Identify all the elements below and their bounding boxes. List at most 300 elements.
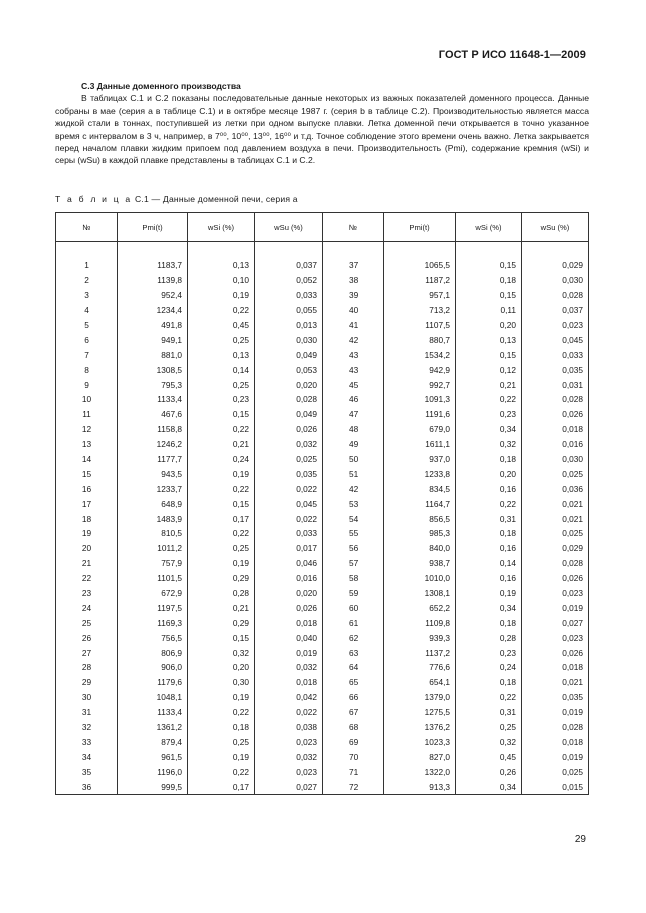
cell-pmi: 1164,7 — [384, 496, 456, 511]
cell-wsi: 0,15 — [188, 496, 255, 511]
cell-no: 38 — [323, 273, 384, 288]
cell-wsi: 0,23 — [456, 645, 522, 660]
cell-wsi: 0,13 — [188, 347, 255, 362]
table-row — [56, 422, 589, 437]
cell-pmi: 1101,5 — [118, 571, 188, 586]
cell-wsu: 0,023 — [522, 630, 589, 645]
cell-pmi: 939,3 — [384, 630, 456, 645]
cell-wsu: 0,053 — [255, 362, 323, 377]
cell-no: 5 — [56, 318, 118, 333]
cell-pmi: 1179,6 — [118, 675, 188, 690]
cell-pmi: 1308,5 — [118, 362, 188, 377]
cell-no: 8 — [56, 362, 118, 377]
cell-wsu: 0,019 — [255, 645, 323, 660]
table-row — [56, 511, 589, 526]
cell-pmi: 776,6 — [384, 660, 456, 675]
table-row — [56, 600, 589, 615]
cell-no: 54 — [323, 511, 384, 526]
cell-no: 65 — [323, 675, 384, 690]
cell-wsi: 0,20 — [188, 660, 255, 675]
cell-pmi: 1107,5 — [384, 318, 456, 333]
cell-pmi: 1177,7 — [118, 452, 188, 467]
cell-wsi: 0,18 — [456, 615, 522, 630]
cell-wsu: 0,025 — [522, 526, 589, 541]
cell-no: 70 — [323, 749, 384, 764]
cell-wsu: 0,026 — [255, 422, 323, 437]
cell-no: 25 — [56, 615, 118, 630]
table-row — [56, 318, 589, 333]
header-wsi-1: wSi (%) — [188, 213, 255, 242]
cell-wsi: 0,11 — [456, 303, 522, 318]
cell-wsi: 0,19 — [456, 586, 522, 601]
cell-wsu: 0,016 — [522, 437, 589, 452]
cell-wsu: 0,025 — [255, 452, 323, 467]
cell-pmi: 795,3 — [118, 377, 188, 392]
cell-pmi: 1048,1 — [118, 690, 188, 705]
cell-wsi: 0,15 — [456, 258, 522, 273]
cell-wsi: 0,34 — [456, 600, 522, 615]
cell-no: 68 — [323, 720, 384, 735]
cell-pmi: 713,2 — [384, 303, 456, 318]
cell-pmi: 937,0 — [384, 452, 456, 467]
cell-wsi: 0,16 — [456, 541, 522, 556]
cell-wsu: 0,015 — [522, 779, 589, 794]
cell-pmi: 1361,2 — [118, 720, 188, 735]
cell-wsu: 0,018 — [522, 660, 589, 675]
cell-pmi: 1011,2 — [118, 541, 188, 556]
cell-wsu: 0,025 — [522, 764, 589, 779]
cell-pmi: 1091,3 — [384, 392, 456, 407]
cell-wsi: 0,23 — [456, 407, 522, 422]
cell-wsi: 0,10 — [188, 273, 255, 288]
cell-wsu: 0,018 — [522, 735, 589, 750]
cell-wsu: 0,033 — [522, 347, 589, 362]
table-body — [56, 242, 589, 795]
cell-wsi: 0,25 — [188, 735, 255, 750]
cell-wsu: 0,042 — [255, 690, 323, 705]
cell-wsi: 0,22 — [456, 690, 522, 705]
cell-wsu: 0,019 — [522, 600, 589, 615]
cell-pmi: 1234,4 — [118, 303, 188, 318]
cell-no: 20 — [56, 541, 118, 556]
cell-no: 67 — [323, 705, 384, 720]
cell-wsu: 0,027 — [522, 615, 589, 630]
cell-wsu: 0,045 — [255, 496, 323, 511]
table-row — [56, 615, 589, 630]
table-row — [56, 392, 589, 407]
cell-pmi: 1133,4 — [118, 392, 188, 407]
cell-wsu: 0,046 — [255, 556, 323, 571]
cell-pmi: 491,8 — [118, 318, 188, 333]
cell-no: 49 — [323, 437, 384, 452]
cell-wsi: 0,22 — [188, 705, 255, 720]
cell-no: 17 — [56, 496, 118, 511]
cell-wsi: 0,24 — [188, 452, 255, 467]
cell-pmi: 1023,3 — [384, 735, 456, 750]
cell-pmi: 985,3 — [384, 526, 456, 541]
cell-wsi: 0,18 — [456, 273, 522, 288]
cell-no: 63 — [323, 645, 384, 660]
cell-no: 42 — [323, 332, 384, 347]
section-title: С.3 Данные доменного производства — [81, 81, 241, 91]
table-row — [56, 347, 589, 362]
cell-wsu: 0,038 — [255, 720, 323, 735]
cell-no: 58 — [323, 571, 384, 586]
cell-wsu: 0,032 — [255, 437, 323, 452]
cell-wsu: 0,036 — [522, 481, 589, 496]
cell-wsi: 0,13 — [188, 258, 255, 273]
cell-pmi: 880,7 — [384, 332, 456, 347]
table-row — [56, 645, 589, 660]
cell-no: 1 — [56, 258, 118, 273]
cell-pmi: 679,0 — [384, 422, 456, 437]
cell-wsi: 0,22 — [456, 392, 522, 407]
cell-wsi: 0,22 — [188, 526, 255, 541]
cell-pmi: 906,0 — [118, 660, 188, 675]
cell-pmi: 1611,1 — [384, 437, 456, 452]
cell-pmi: 1109,8 — [384, 615, 456, 630]
section-paragraph: В таблицах С.1 и С.2 показаны последовательные данные некоторых из важных показателей доменного процесса. Данные собраны в мае (серия a в таблице С.1) и в октябре месяце 1987 г. (серия b в таблице С.2). Производительностью является масса жидкой стали в тоннах, поступившей из летки при одном выпуске плавки. Летка доменной печи открывается в точно указанное время с интервалом в 3 ч, например, в 7⁰⁰, 10⁰⁰, 13⁰⁰, 16⁰⁰ и т.д. Точное соблюдение этого времени очень важно. Летка закрывается перед началом плавки жидким припоем под давлением воздуха в печи. Производительность (Pmi), содержание кремния (wSi) и серы (wSu) в каждой плавке представлены в таблицах С.1 и С.2. — [55, 93, 589, 166]
cell-pmi: 810,5 — [118, 526, 188, 541]
table-row — [56, 735, 589, 750]
cell-no: 66 — [323, 690, 384, 705]
cell-no: 4 — [56, 303, 118, 318]
cell-pmi: 1322,0 — [384, 764, 456, 779]
cell-pmi: 999,5 — [118, 779, 188, 794]
cell-wsi: 0,29 — [188, 615, 255, 630]
cell-no: 43 — [323, 347, 384, 362]
cell-wsi: 0,21 — [456, 377, 522, 392]
cell-pmi: 881,0 — [118, 347, 188, 362]
cell-wsu: 0,026 — [522, 645, 589, 660]
cell-wsi: 0,15 — [188, 630, 255, 645]
cell-wsi: 0,22 — [188, 481, 255, 496]
cell-no: 24 — [56, 600, 118, 615]
cell-pmi: 1196,0 — [118, 764, 188, 779]
cell-no: 2 — [56, 273, 118, 288]
cell-wsu: 0,022 — [255, 481, 323, 496]
cell-no: 42 — [323, 481, 384, 496]
cell-wsu: 0,052 — [255, 273, 323, 288]
header-no-1: № — [56, 213, 118, 242]
cell-wsi: 0,32 — [188, 645, 255, 660]
cell-pmi: 1065,5 — [384, 258, 456, 273]
cell-no: 45 — [323, 377, 384, 392]
table-row — [56, 481, 589, 496]
cell-wsu: 0,018 — [255, 615, 323, 630]
cell-no: 64 — [323, 660, 384, 675]
table-row — [56, 675, 589, 690]
cell-pmi: 879,4 — [118, 735, 188, 750]
cell-wsu: 0,035 — [522, 690, 589, 705]
cell-wsu: 0,017 — [255, 541, 323, 556]
cell-wsi: 0,29 — [188, 571, 255, 586]
cell-wsu: 0,018 — [522, 422, 589, 437]
cell-pmi: 1187,2 — [384, 273, 456, 288]
table-row — [56, 273, 589, 288]
cell-pmi: 1191,6 — [384, 407, 456, 422]
cell-no: 15 — [56, 466, 118, 481]
table-row — [56, 526, 589, 541]
cell-wsi: 0,18 — [456, 452, 522, 467]
cell-pmi: 1133,4 — [118, 705, 188, 720]
cell-wsu: 0,020 — [255, 586, 323, 601]
cell-no: 35 — [56, 764, 118, 779]
cell-wsi: 0,15 — [188, 407, 255, 422]
cell-no: 10 — [56, 392, 118, 407]
table-row — [56, 571, 589, 586]
cell-wsi: 0,34 — [456, 779, 522, 794]
cell-pmi: 1197,5 — [118, 600, 188, 615]
cell-wsi: 0,16 — [456, 571, 522, 586]
cell-wsi: 0,25 — [188, 541, 255, 556]
cell-no: 32 — [56, 720, 118, 735]
cell-no: 21 — [56, 556, 118, 571]
cell-pmi: 672,9 — [118, 586, 188, 601]
cell-wsu: 0,021 — [522, 511, 589, 526]
cell-wsu: 0,033 — [255, 288, 323, 303]
cell-pmi: 1246,2 — [118, 437, 188, 452]
cell-no: 62 — [323, 630, 384, 645]
cell-wsu: 0,049 — [255, 347, 323, 362]
cell-wsu: 0,028 — [522, 556, 589, 571]
cell-no: 36 — [56, 779, 118, 794]
cell-no: 55 — [323, 526, 384, 541]
cell-wsu: 0,019 — [522, 749, 589, 764]
table-row — [56, 303, 589, 318]
cell-pmi: 757,9 — [118, 556, 188, 571]
header-pmi-1: Pmi(t) — [118, 213, 188, 242]
header-wsi-2: wSi (%) — [456, 213, 522, 242]
cell-wsu: 0,032 — [255, 660, 323, 675]
cell-wsi: 0,28 — [456, 630, 522, 645]
cell-wsi: 0,22 — [188, 764, 255, 779]
cell-wsi: 0,21 — [188, 437, 255, 452]
cell-wsu: 0,022 — [255, 705, 323, 720]
cell-no: 28 — [56, 660, 118, 675]
cell-wsu: 0,020 — [255, 377, 323, 392]
cell-pmi: 648,9 — [118, 496, 188, 511]
cell-no: 46 — [323, 392, 384, 407]
cell-no: 19 — [56, 526, 118, 541]
cell-wsi: 0,15 — [456, 347, 522, 362]
cell-pmi: 1158,8 — [118, 422, 188, 437]
table-row — [56, 630, 589, 645]
section-content — [55, 80, 589, 167]
cell-wsi: 0,24 — [456, 660, 522, 675]
table-row — [56, 556, 589, 571]
table-row — [56, 466, 589, 481]
cell-wsi: 0,22 — [456, 496, 522, 511]
cell-wsu: 0,055 — [255, 303, 323, 318]
cell-wsi: 0,25 — [456, 720, 522, 735]
cell-pmi: 1139,8 — [118, 273, 188, 288]
cell-pmi: 1137,2 — [384, 645, 456, 660]
cell-wsi: 0,25 — [188, 332, 255, 347]
cell-wsu: 0,037 — [255, 258, 323, 273]
cell-wsi: 0,31 — [456, 511, 522, 526]
cell-wsu: 0,029 — [522, 541, 589, 556]
table-header-row — [56, 213, 589, 242]
cell-no: 53 — [323, 496, 384, 511]
cell-pmi: 652,2 — [384, 600, 456, 615]
table-spacer-row — [56, 242, 589, 259]
cell-pmi: 1183,7 — [118, 258, 188, 273]
cell-wsi: 0,16 — [456, 481, 522, 496]
table-row — [56, 720, 589, 735]
cell-pmi: 827,0 — [384, 749, 456, 764]
cell-pmi: 806,9 — [118, 645, 188, 660]
table-row — [56, 377, 589, 392]
cell-pmi: 961,5 — [118, 749, 188, 764]
cell-pmi: 938,7 — [384, 556, 456, 571]
cell-pmi: 1376,2 — [384, 720, 456, 735]
cell-wsi: 0,12 — [456, 362, 522, 377]
cell-wsi: 0,17 — [188, 779, 255, 794]
table-row — [56, 288, 589, 303]
table-row — [56, 690, 589, 705]
cell-wsi: 0,28 — [188, 586, 255, 601]
cell-pmi: 834,5 — [384, 481, 456, 496]
cell-no: 26 — [56, 630, 118, 645]
cell-wsu: 0,028 — [255, 392, 323, 407]
cell-pmi: 1233,8 — [384, 466, 456, 481]
cell-wsu: 0,026 — [522, 407, 589, 422]
table-row — [56, 407, 589, 422]
cell-wsu: 0,022 — [255, 511, 323, 526]
cell-pmi: 1534,2 — [384, 347, 456, 362]
cell-wsu: 0,045 — [522, 332, 589, 347]
table-row — [56, 332, 589, 347]
cell-pmi: 1169,3 — [118, 615, 188, 630]
cell-no: 72 — [323, 779, 384, 794]
cell-pmi: 1379,0 — [384, 690, 456, 705]
cell-wsi: 0,13 — [456, 332, 522, 347]
cell-wsu: 0,016 — [255, 571, 323, 586]
cell-wsu: 0,030 — [522, 273, 589, 288]
table-row — [56, 749, 589, 764]
cell-wsi: 0,30 — [188, 675, 255, 690]
cell-pmi: 467,6 — [118, 407, 188, 422]
cell-no: 41 — [323, 318, 384, 333]
cell-no: 18 — [56, 511, 118, 526]
cell-wsu: 0,030 — [522, 452, 589, 467]
cell-wsu: 0,033 — [255, 526, 323, 541]
cell-pmi: 952,4 — [118, 288, 188, 303]
cell-pmi: 1275,5 — [384, 705, 456, 720]
cell-no: 56 — [323, 541, 384, 556]
cell-wsi: 0,31 — [456, 705, 522, 720]
cell-wsi: 0,18 — [188, 720, 255, 735]
table-caption-title: С.1 — Данные доменной печи, серия a — [132, 194, 298, 204]
cell-no: 51 — [323, 466, 384, 481]
cell-no: 13 — [56, 437, 118, 452]
cell-wsi: 0,15 — [456, 288, 522, 303]
cell-pmi: 957,1 — [384, 288, 456, 303]
cell-no: 69 — [323, 735, 384, 750]
cell-wsi: 0,19 — [188, 288, 255, 303]
cell-no: 60 — [323, 600, 384, 615]
cell-no: 48 — [323, 422, 384, 437]
cell-no: 57 — [323, 556, 384, 571]
cell-no: 34 — [56, 749, 118, 764]
cell-wsu: 0,023 — [255, 735, 323, 750]
cell-no: 40 — [323, 303, 384, 318]
cell-wsu: 0,019 — [522, 705, 589, 720]
cell-wsu: 0,021 — [522, 675, 589, 690]
cell-wsu: 0,026 — [522, 571, 589, 586]
cell-pmi: 949,1 — [118, 332, 188, 347]
cell-no: 71 — [323, 764, 384, 779]
cell-pmi: 1483,9 — [118, 511, 188, 526]
header-wsu-2: wSu (%) — [522, 213, 589, 242]
cell-no: 50 — [323, 452, 384, 467]
cell-no: 31 — [56, 705, 118, 720]
cell-pmi: 1308,1 — [384, 586, 456, 601]
cell-pmi: 654,1 — [384, 675, 456, 690]
cell-wsu: 0,023 — [522, 318, 589, 333]
cell-no: 43 — [323, 362, 384, 377]
table-row — [56, 586, 589, 601]
cell-wsu: 0,027 — [255, 779, 323, 794]
cell-pmi: 992,7 — [384, 377, 456, 392]
cell-wsi: 0,20 — [456, 466, 522, 481]
table-row — [56, 779, 589, 794]
cell-wsu: 0,013 — [255, 318, 323, 333]
cell-wsi: 0,19 — [188, 749, 255, 764]
cell-no: 6 — [56, 332, 118, 347]
cell-no: 37 — [323, 258, 384, 273]
cell-wsu: 0,028 — [522, 720, 589, 735]
cell-pmi: 840,0 — [384, 541, 456, 556]
cell-no: 22 — [56, 571, 118, 586]
cell-wsi: 0,19 — [188, 690, 255, 705]
cell-wsi: 0,34 — [456, 422, 522, 437]
blast-furnace-data-table — [55, 212, 589, 795]
cell-wsi: 0,32 — [456, 437, 522, 452]
cell-wsu: 0,037 — [522, 303, 589, 318]
cell-no: 16 — [56, 481, 118, 496]
cell-wsi: 0,22 — [188, 303, 255, 318]
cell-wsi: 0,45 — [188, 318, 255, 333]
cell-wsu: 0,035 — [255, 466, 323, 481]
cell-no: 23 — [56, 586, 118, 601]
page-number: 29 — [574, 834, 586, 845]
cell-wsi: 0,17 — [188, 511, 255, 526]
cell-wsu: 0,031 — [522, 377, 589, 392]
cell-wsi: 0,22 — [188, 422, 255, 437]
cell-wsu: 0,023 — [255, 764, 323, 779]
cell-pmi: 943,5 — [118, 466, 188, 481]
cell-no: 39 — [323, 288, 384, 303]
cell-wsu: 0,029 — [522, 258, 589, 273]
cell-wsu: 0,018 — [255, 675, 323, 690]
cell-wsi: 0,19 — [188, 466, 255, 481]
cell-no: 59 — [323, 586, 384, 601]
cell-wsu: 0,028 — [522, 392, 589, 407]
header-pmi-2: Pmi(t) — [384, 213, 456, 242]
cell-pmi: 756,5 — [118, 630, 188, 645]
cell-no: 11 — [56, 407, 118, 422]
cell-no: 27 — [56, 645, 118, 660]
cell-pmi: 913,3 — [384, 779, 456, 794]
cell-no: 12 — [56, 422, 118, 437]
cell-wsu: 0,023 — [522, 586, 589, 601]
cell-wsi: 0,20 — [456, 318, 522, 333]
table-row — [56, 705, 589, 720]
cell-pmi: 1010,0 — [384, 571, 456, 586]
cell-no: 14 — [56, 452, 118, 467]
